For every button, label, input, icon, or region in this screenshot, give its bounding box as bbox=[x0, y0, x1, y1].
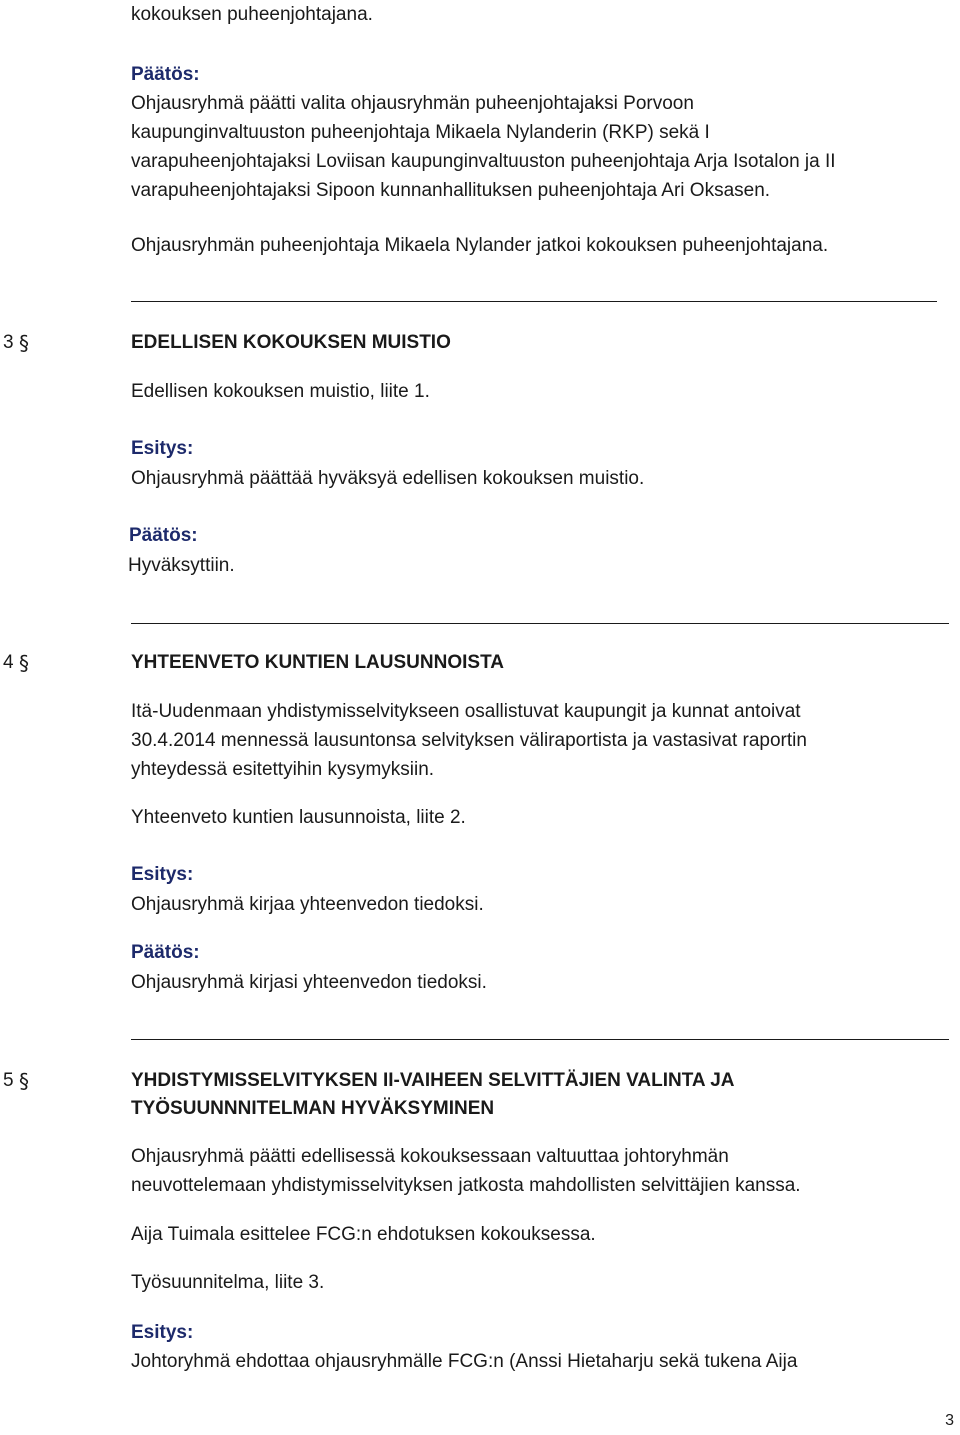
section-number: 3 bbox=[3, 332, 14, 353]
section-divider bbox=[131, 301, 937, 302]
section-title: YHDISTYMISSELVITYKSEN II-VAIHEEN SELVITTÄJIEN VALINTA JA bbox=[131, 1070, 735, 1091]
section-title: TYÖSUUNNNITELMAN HYVÄKSYMINEN bbox=[131, 1098, 495, 1119]
decision-text-line: Ohjausryhmä päätti valita ohjausryhmän puheenjohtajaksi Porvoon bbox=[131, 93, 694, 114]
svg-text:§: § bbox=[19, 332, 29, 354]
proposal-text: Ohjausryhmä kirjaa yhteenvedon tiedoksi. bbox=[131, 894, 484, 915]
chair-note: Ohjausryhmän puheenjohtaja Mikaela Nylander jatkoi kokouksen puheenjohtajana. bbox=[131, 235, 829, 256]
presenter-note: Aija Tuimala esittelee FCG:n ehdotuksen kokouksessa. bbox=[131, 1224, 596, 1245]
section-number: 5 bbox=[3, 1070, 14, 1091]
body-line: neuvottelemaan yhdistymisselvityksen jatkosta mahdollisten selvittäjien kanssa. bbox=[131, 1175, 801, 1196]
section-title: YHTEENVETO KUNTIEN LAUSUNNOISTA bbox=[131, 652, 504, 673]
decision-text-line: kaupunginvaltuuston puheenjohtaja Mikaela Nylanderin (RKP) sekä I bbox=[131, 122, 710, 143]
attachment-note: Edellisen kokouksen muistio, liite 1. bbox=[131, 381, 430, 402]
decision-text: Ohjausryhmä kirjasi yhteenvedon tiedoksi. bbox=[131, 972, 487, 993]
section-divider bbox=[131, 1039, 949, 1040]
proposal-label: Esitys: bbox=[131, 438, 194, 459]
proposal-label: Esitys: bbox=[131, 1322, 194, 1343]
section-number: 4 bbox=[3, 652, 14, 673]
decision-text-line: varapuheenjohtajaksi Loviisan kaupunginvaltuuston puheenjohtaja Arja Isotalon ja II bbox=[131, 151, 836, 172]
section-sign-icon bbox=[17, 652, 31, 674]
decision-text: Hyväksyttiin. bbox=[128, 555, 235, 576]
decision-text-line: varapuheenjohtajaksi Sipoon kunnanhallituksen puheenjohtaja Ari Oksasen. bbox=[131, 180, 771, 201]
proposal-label: Esitys: bbox=[131, 864, 194, 885]
body-line: Itä-Uudenmaan yhdistymisselvitykseen osallistuvat kaupungit ja kunnat antoivat bbox=[131, 701, 801, 722]
decision-label: Päätös: bbox=[131, 942, 200, 963]
body-line: 30.4.2014 mennessä lausuntonsa selvityksen väliraportista ja vastasivat raportin bbox=[131, 730, 807, 751]
decision-label: Päätös: bbox=[129, 525, 198, 546]
proposal-text: Ohjausryhmä päättää hyväksyä edellisen kokouksen muistio. bbox=[131, 468, 645, 489]
decision-label: Päätös: bbox=[131, 64, 200, 85]
attachment-note: Työsuunnitelma, liite 3. bbox=[131, 1272, 325, 1293]
svg-text:§: § bbox=[19, 652, 29, 674]
section-title: EDELLISEN KOKOUKSEN MUISTIO bbox=[131, 332, 451, 353]
proposal-text: Johtoryhmä ehdottaa ohjausryhmälle FCG:n (Anssi Hietaharju sekä tukena Aija bbox=[131, 1351, 798, 1372]
section-divider bbox=[131, 623, 949, 624]
body-line: Ohjausryhmä päätti edellisessä kokouksessaan valtuuttaa johtoryhmän bbox=[131, 1146, 729, 1167]
page-number: 3 bbox=[945, 1412, 954, 1429]
attachment-note: Yhteenveto kuntien lausunnoista, liite 2. bbox=[131, 807, 466, 828]
body-line: yhteydessä esitettyihin kysymyksiin. bbox=[131, 759, 435, 780]
carryover-line: kokouksen puheenjohtajana. bbox=[131, 4, 373, 25]
section-sign-icon bbox=[17, 332, 31, 354]
section-sign-icon bbox=[17, 1070, 31, 1092]
svg-text:§: § bbox=[19, 1070, 29, 1092]
